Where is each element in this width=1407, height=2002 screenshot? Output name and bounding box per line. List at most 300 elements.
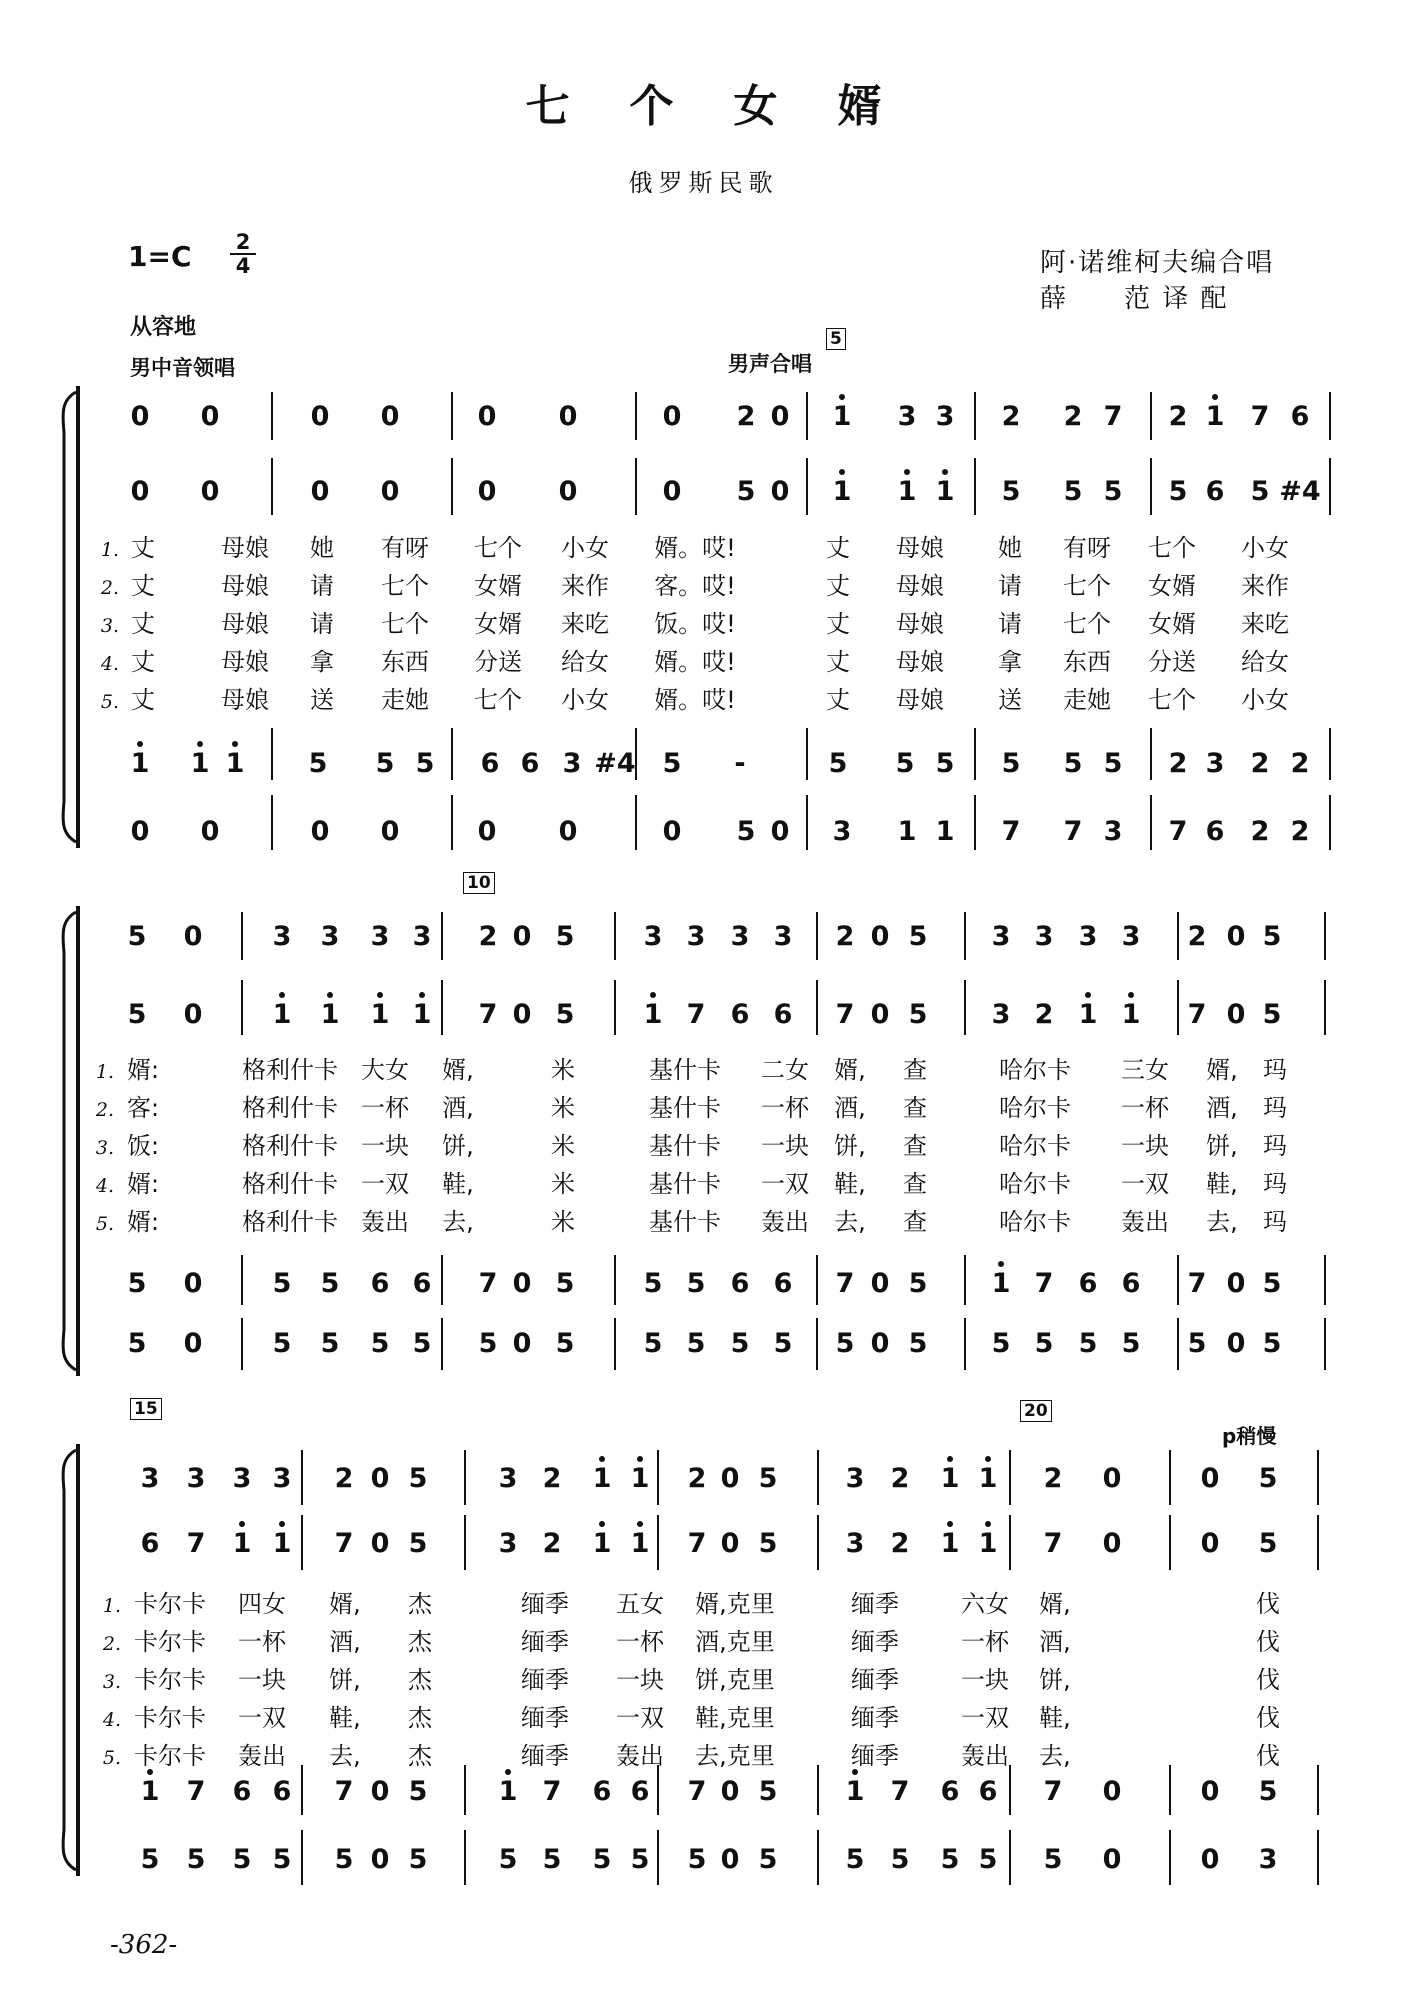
system1-row2-note: 0 xyxy=(200,476,220,507)
system1-row4-note: 2 xyxy=(1250,816,1270,847)
system1-lyric: 七个 xyxy=(1063,610,1111,638)
system1-lyric: 七个 xyxy=(381,610,429,638)
system2-row1-note: 5 xyxy=(127,921,147,952)
system1-lyric: 送 xyxy=(310,686,334,714)
system1-row2-note: 5 xyxy=(1103,476,1123,507)
system3-lyric: 杰 xyxy=(408,1704,432,1732)
system1-lyric: 给女 xyxy=(561,648,609,676)
system3-lyric: 一块 xyxy=(616,1666,664,1694)
system3-lyric: 缅季 xyxy=(851,1628,899,1656)
system1-lyric: 1. xyxy=(100,539,120,561)
system3-lyric: 去,克里 xyxy=(695,1742,775,1770)
rehearsal-mark-5: 5 xyxy=(826,328,846,350)
system2-row1-note: 2 xyxy=(835,921,855,952)
system3-row4-note: 5 xyxy=(978,1844,998,1875)
system2-lyric: 玛 xyxy=(1263,1170,1287,1198)
system3-row3-note: 0 xyxy=(1102,1776,1122,1807)
system2-lyric: 5. xyxy=(95,1213,115,1235)
system2-lyric: 米 xyxy=(551,1056,575,1084)
system1-lyric: 2. xyxy=(100,577,120,599)
system3-row3-note: 6 xyxy=(940,1776,960,1807)
system3-row3-note: 7 xyxy=(687,1776,707,1807)
system2-row3-note: 6 xyxy=(773,1268,793,1299)
system3-row1-note: 2 xyxy=(890,1463,910,1494)
system1-row2-note: 5 xyxy=(1001,476,1021,507)
system1-row1-note: 2 xyxy=(736,401,756,432)
system1-lyric: 丈 xyxy=(131,572,155,600)
system2-row3-note: 5 xyxy=(320,1268,340,1299)
system3-row1-note: 3 xyxy=(140,1463,160,1494)
system2-lyric: 酒, xyxy=(442,1094,474,1122)
system1-row3-dot xyxy=(137,741,143,747)
system1-row2-note: 0 xyxy=(662,476,682,507)
system2-lyric: 二女 xyxy=(761,1056,809,1084)
system2-lyric: 轰出 xyxy=(761,1208,809,1236)
system3-lyric: 一双 xyxy=(238,1704,286,1732)
system2-row2-note: 6 xyxy=(730,999,750,1030)
system3-row4-note: 5 xyxy=(232,1844,252,1875)
system2-row4-note: 5 xyxy=(773,1328,793,1359)
page-number: -362- xyxy=(110,1930,178,1960)
system2-lyric: 基什卡 xyxy=(649,1056,721,1084)
system3-lyric: 伐 xyxy=(1256,1742,1280,1770)
system3-row2-note: 1 xyxy=(232,1528,252,1559)
system1-lyric: 东西 xyxy=(1063,648,1111,676)
system1-lyric: 母娘 xyxy=(221,534,269,562)
system3-row3-note: 7 xyxy=(1043,1776,1063,1807)
system1-lyric: 母娘 xyxy=(221,572,269,600)
system2-lyric: 婿: xyxy=(126,1056,160,1084)
system2-lyric: 轰出 xyxy=(1121,1208,1169,1236)
system2-lyric: 一双 xyxy=(1121,1170,1169,1198)
system1-row3-note: 3 xyxy=(562,748,582,779)
system2-row2-note: 0 xyxy=(1226,999,1246,1030)
system3-lyric: 卡尔卡 xyxy=(134,1704,206,1732)
time-bottom: 4 xyxy=(235,254,251,278)
system1-row1-note: 0 xyxy=(770,401,790,432)
system3-row2-note: 7 xyxy=(186,1528,206,1559)
system1-row3-note: 1 xyxy=(190,748,210,779)
system2-lyric: 鞋, xyxy=(442,1170,474,1198)
system3-lyric: 卡尔卡 xyxy=(134,1742,206,1770)
system2-lyric: 一杯 xyxy=(361,1094,409,1122)
system2-lyric: 一双 xyxy=(761,1170,809,1198)
system3-lyric: 酒, xyxy=(1039,1628,1071,1656)
system2-row1-note: 3 xyxy=(991,921,1011,952)
system1-lyric: 来吃 xyxy=(561,610,609,638)
system3-row4-note: 5 xyxy=(408,1844,428,1875)
system2-lyric: 三女 xyxy=(1121,1056,1169,1084)
system2-row3-note: 5 xyxy=(908,1268,928,1299)
system1-row1-dot xyxy=(1212,394,1218,400)
system3-lyric: 饼, xyxy=(1039,1666,1071,1694)
system2-row1-note: 5 xyxy=(908,921,928,952)
system2-row3-note: 6 xyxy=(1078,1268,1098,1299)
system1-row3-note: 5 xyxy=(1001,748,1021,779)
system2-lyric: 基什卡 xyxy=(649,1132,721,1160)
system1-row1-note: 0 xyxy=(130,401,150,432)
system1-lyric: 丈 xyxy=(131,610,155,638)
system2-row4-note: 5 xyxy=(730,1328,750,1359)
system3-row4-note: 5 xyxy=(186,1844,206,1875)
system2-lyric: 鞋, xyxy=(1206,1170,1238,1198)
system1-lyric: 七个 xyxy=(1148,534,1196,562)
system1-row2-note: 1 xyxy=(935,476,955,507)
system1-row3-note: 5 xyxy=(1103,748,1123,779)
system3-lyric: 杰 xyxy=(408,1666,432,1694)
system3-row3-note: 1 xyxy=(498,1776,518,1807)
system2-row3-note: 5 xyxy=(643,1268,663,1299)
system2-row1-note: 0 xyxy=(870,921,890,952)
system2-row2-note: 5 xyxy=(908,999,928,1030)
system1-lyric: 女婿 xyxy=(474,610,522,638)
system2-row2-note: 0 xyxy=(870,999,890,1030)
system2-row3-note: 5 xyxy=(1262,1268,1282,1299)
system3-row1-note: 3 xyxy=(232,1463,252,1494)
system3-lyric: 饼, xyxy=(329,1666,361,1694)
system2-row2-note: 5 xyxy=(1262,999,1282,1030)
system1-row2-note: 0 xyxy=(770,476,790,507)
system1-lyric: 请 xyxy=(310,572,334,600)
system3-row3-note: 6 xyxy=(272,1776,292,1807)
system2-lyric: 哈尔卡 xyxy=(999,1056,1071,1084)
system3-row1-note: 5 xyxy=(1258,1463,1278,1494)
system1-row4-note: 7 xyxy=(1001,816,1021,847)
system3-row4-note: 0 xyxy=(720,1844,740,1875)
system2-row4-note: 5 xyxy=(1078,1328,1098,1359)
system3-lyric: 鞋, xyxy=(1039,1704,1071,1732)
system2-row4-note: 0 xyxy=(870,1328,890,1359)
system1-lyric: 饭。哎! xyxy=(654,610,736,638)
system3-row4-note: 5 xyxy=(630,1844,650,1875)
system3-row1-note: 1 xyxy=(978,1463,998,1494)
system2-lyric: 米 xyxy=(551,1094,575,1122)
system1-row3-note: 1 xyxy=(225,748,245,779)
rehearsal-mark-15: 15 xyxy=(130,1398,162,1420)
system1-lyric: 母娘 xyxy=(896,610,944,638)
system1-lyric: 走她 xyxy=(381,686,429,714)
system2-lyric: 1. xyxy=(95,1061,115,1083)
system2-lyric: 基什卡 xyxy=(649,1094,721,1122)
system3-lyric: 卡尔卡 xyxy=(134,1590,206,1618)
system1-lyric: 婿。哎! xyxy=(654,686,736,714)
system3-row3-note: 0 xyxy=(370,1776,390,1807)
system3-lyric: 酒, xyxy=(329,1628,361,1656)
system2-row3-note: 5 xyxy=(272,1268,292,1299)
system1-lyric: 七个 xyxy=(1063,572,1111,600)
system3-lyric: 2. xyxy=(102,1633,122,1655)
system2-lyric: 饼, xyxy=(442,1132,474,1160)
system2-row2-note: 2 xyxy=(1034,999,1054,1030)
system1-row3-note: 6 xyxy=(520,748,540,779)
system3-lyric: 缅季 xyxy=(521,1666,569,1694)
system2-row3-note: 0 xyxy=(870,1268,890,1299)
system1-row4-note: 0 xyxy=(380,816,400,847)
system3-row2-note: 0 xyxy=(370,1528,390,1559)
system2-row2-note: 1 xyxy=(643,999,663,1030)
system2-lyric: 4. xyxy=(95,1175,115,1197)
system2-row4-note: 0 xyxy=(512,1328,532,1359)
system3-brace xyxy=(63,1450,76,1870)
system1-lyric: 她 xyxy=(310,534,334,562)
system3-row1-note: 1 xyxy=(630,1463,650,1494)
system1-row2-dot xyxy=(839,469,845,475)
system2-row2-note: 1 xyxy=(320,999,340,1030)
system2-row1-note: 0 xyxy=(1226,921,1246,952)
system3-row2-note: 1 xyxy=(940,1528,960,1559)
system2-lyric: 查 xyxy=(903,1208,927,1236)
system3-row1-note: 0 xyxy=(370,1463,390,1494)
system2-row1-note: 2 xyxy=(478,921,498,952)
system2-lyric: 查 xyxy=(903,1132,927,1160)
rehearsal-mark-10: 10 xyxy=(463,872,495,894)
system1-lyric: 婿。哎! xyxy=(654,648,736,676)
system2-lyric: 酒, xyxy=(834,1094,866,1122)
system2-lyric: 婿: xyxy=(126,1170,160,1198)
system3-row1-note: 0 xyxy=(720,1463,740,1494)
system3-lyric: 饼,克里 xyxy=(695,1666,775,1694)
system1-lyric: 丈 xyxy=(826,534,850,562)
system3-row2-note: 1 xyxy=(978,1528,998,1559)
system1-lyric: 女婿 xyxy=(1148,610,1196,638)
system3-row3-note: 5 xyxy=(1258,1776,1278,1807)
translator-credit: 薛 范 译 配 xyxy=(1040,284,1229,314)
system1-lyric: 走她 xyxy=(1063,686,1111,714)
system1-lyric: 丈 xyxy=(826,648,850,676)
system1-row1-note: 0 xyxy=(310,401,330,432)
system3-lyric: 一双 xyxy=(961,1704,1009,1732)
system2-row4-note: 5 xyxy=(686,1328,706,1359)
system1-row4-note: 0 xyxy=(310,816,330,847)
system2-lyric: 一杯 xyxy=(1121,1094,1169,1122)
system2-lyric: 婿, xyxy=(1206,1056,1238,1084)
system2-row1-note: 3 xyxy=(773,921,793,952)
system1-lyric: 拿 xyxy=(998,648,1022,676)
system2-row2-note: 0 xyxy=(512,999,532,1030)
system2-row4-note: 5 xyxy=(1121,1328,1141,1359)
system3-lyric: 缅季 xyxy=(851,1666,899,1694)
system3-row2-note: 0 xyxy=(1200,1528,1220,1559)
system2-row3-note: 6 xyxy=(1121,1268,1141,1299)
system1-row4-note: 1 xyxy=(897,816,917,847)
system3-lyric: 伐 xyxy=(1256,1704,1280,1732)
system1-row2-note: 6 xyxy=(1205,476,1225,507)
system1-row2-note: 1 xyxy=(897,476,917,507)
system3-lyric: 缅季 xyxy=(851,1590,899,1618)
system3-row2-note: 3 xyxy=(845,1528,865,1559)
system2-lyric: 饭: xyxy=(126,1132,160,1160)
system2-row2-note: 1 xyxy=(1078,999,1098,1030)
system3-row1-note: 1 xyxy=(592,1463,612,1494)
system3-lyric: 去, xyxy=(329,1742,361,1770)
system3-lyric: 一双 xyxy=(616,1704,664,1732)
system3-row1-note: 0 xyxy=(1102,1463,1122,1494)
system1-row2-note: #4 xyxy=(1279,476,1321,507)
system2-row1-note: 3 xyxy=(686,921,706,952)
system3-row4-note: 0 xyxy=(1102,1844,1122,1875)
system3-row3-note: 6 xyxy=(592,1776,612,1807)
tempo-marking: 从容地 xyxy=(130,315,197,340)
system2-row1-note: 3 xyxy=(370,921,390,952)
system1-row3-note: 5 xyxy=(375,748,395,779)
system1-row1-note: 0 xyxy=(380,401,400,432)
system2-lyric: 一杯 xyxy=(761,1094,809,1122)
system1-lyric: 她 xyxy=(998,534,1022,562)
system3-row4-note: 3 xyxy=(1258,1844,1278,1875)
system2-row1-note: 3 xyxy=(320,921,340,952)
system3-row4-note: 5 xyxy=(592,1844,612,1875)
system3-lyric: 四女 xyxy=(238,1590,286,1618)
system2-lyric: 米 xyxy=(551,1132,575,1160)
system2-row2-dot xyxy=(419,992,425,998)
system2-lyric: 玛 xyxy=(1263,1056,1287,1084)
system3-row3-dot xyxy=(505,1769,511,1775)
system3-row1-dot xyxy=(947,1456,953,1462)
system1-lyric: 请 xyxy=(998,572,1022,600)
system3-row1-note: 2 xyxy=(334,1463,354,1494)
system1-row2-note: 1 xyxy=(832,476,852,507)
system3-row1-note: 3 xyxy=(498,1463,518,1494)
system2-lyric: 一块 xyxy=(761,1132,809,1160)
system1-row4-note: 7 xyxy=(1063,816,1083,847)
system2-row1-note: 2 xyxy=(1187,921,1207,952)
system2-lyric: 哈尔卡 xyxy=(999,1132,1071,1160)
system1-lyric: 小女 xyxy=(1241,534,1289,562)
system2-lyric: 饼, xyxy=(834,1132,866,1160)
system3-row2-dot xyxy=(637,1521,643,1527)
system1-lyric: 母娘 xyxy=(221,686,269,714)
system1-row3-note: 5 xyxy=(415,748,435,779)
system1-row3-note: 5 xyxy=(1063,748,1083,779)
lead-voice-label: 男中音领唱 xyxy=(130,356,235,380)
chorus-label: 男声合唱 xyxy=(728,352,812,376)
system3-lyric: 酒,克里 xyxy=(695,1628,775,1656)
system1-lyric: 3. xyxy=(100,615,120,637)
system1-row4-note: 2 xyxy=(1290,816,1310,847)
system3-lyric: 缅季 xyxy=(521,1628,569,1656)
system1-lyric: 七个 xyxy=(1148,686,1196,714)
system2-row2-note: 1 xyxy=(272,999,292,1030)
system3-lyric: 卡尔卡 xyxy=(134,1666,206,1694)
system3-row3-note: 6 xyxy=(978,1776,998,1807)
system3-row3-note: 7 xyxy=(890,1776,910,1807)
system1-lyric: 丈 xyxy=(826,572,850,600)
system3-lyric: 缅季 xyxy=(851,1704,899,1732)
system3-row2-note: 7 xyxy=(334,1528,354,1559)
system1-lyric: 客。哎! xyxy=(654,572,736,600)
system3-row3-note: 5 xyxy=(758,1776,778,1807)
system1-lyric: 母娘 xyxy=(896,572,944,600)
system2-row1-note: 3 xyxy=(730,921,750,952)
system2-lyric: 一双 xyxy=(361,1170,409,1198)
system1-lyric: 给女 xyxy=(1241,648,1289,676)
system1-row3-note: 5 xyxy=(935,748,955,779)
system3-row3-note: 1 xyxy=(845,1776,865,1807)
system3-row2-note: 5 xyxy=(758,1528,778,1559)
system3-row3-note: 6 xyxy=(630,1776,650,1807)
system2-row1-note: 3 xyxy=(1078,921,1098,952)
system3-row3-note: 5 xyxy=(408,1776,428,1807)
system2-row4-note: 5 xyxy=(370,1328,390,1359)
system1-row3-note: 1 xyxy=(130,748,150,779)
system1-row3-note: 2 xyxy=(1290,748,1310,779)
system1-row4-note: 5 xyxy=(736,816,756,847)
system3-row1-note: 2 xyxy=(687,1463,707,1494)
system2-lyric: 一块 xyxy=(1121,1132,1169,1160)
system2-row3-note: 5 xyxy=(127,1268,147,1299)
system2-row3-note: 7 xyxy=(1034,1268,1054,1299)
system1-lyric: 女婿 xyxy=(474,572,522,600)
system2-row2-note: 1 xyxy=(412,999,432,1030)
system2-lyric: 2. xyxy=(95,1099,115,1121)
system2-row3-note: 6 xyxy=(730,1268,750,1299)
system2-brace xyxy=(63,912,76,1370)
system1-lyric: 丈 xyxy=(131,686,155,714)
system3-row1-note: 3 xyxy=(186,1463,206,1494)
system3-lyric: 缅季 xyxy=(851,1742,899,1770)
system3-lyric: 一杯 xyxy=(616,1628,664,1656)
system1-lyric: 母娘 xyxy=(896,686,944,714)
system3-row2-note: 5 xyxy=(408,1528,428,1559)
system3-row1-note: 5 xyxy=(758,1463,778,1494)
system1-lyric: 小女 xyxy=(561,534,609,562)
system1-lyric: 小女 xyxy=(561,686,609,714)
system2-lyric: 格利什卡 xyxy=(242,1094,338,1122)
system3-row2-note: 5 xyxy=(1258,1528,1278,1559)
system2-row4-note: 5 xyxy=(643,1328,663,1359)
system3-row3-note: 7 xyxy=(334,1776,354,1807)
system3-row1-dot xyxy=(985,1456,991,1462)
system2-lyric: 哈尔卡 xyxy=(999,1170,1071,1198)
system3-lyric: 一杯 xyxy=(961,1628,1009,1656)
system1-lyric: 丈 xyxy=(131,534,155,562)
system1-lyric: 母娘 xyxy=(221,610,269,638)
system1-row1-note: 3 xyxy=(935,401,955,432)
system3-row1-note: 5 xyxy=(408,1463,428,1494)
system3-row3-note: 7 xyxy=(186,1776,206,1807)
system3-row3-note: 7 xyxy=(542,1776,562,1807)
system2-row2-dot xyxy=(327,992,333,998)
system2-row4-note: 5 xyxy=(412,1328,432,1359)
system2-lyric: 玛 xyxy=(1263,1094,1287,1122)
system1-row3-note: 5 xyxy=(662,748,682,779)
system2-row3-note: 6 xyxy=(370,1268,390,1299)
system1-lyric: 母娘 xyxy=(896,534,944,562)
system1-lyric: 拿 xyxy=(310,648,334,676)
system2-row1-note: 3 xyxy=(1034,921,1054,952)
system1-row1-note: 7 xyxy=(1250,401,1270,432)
system2-lyric: 一块 xyxy=(361,1132,409,1160)
system2-row1-note: 3 xyxy=(272,921,292,952)
system2-row2-dot xyxy=(650,992,656,998)
song-subtitle: 俄罗斯民歌 xyxy=(628,169,779,197)
system3-row2-dot xyxy=(985,1521,991,1527)
system3-row2-dot xyxy=(947,1521,953,1527)
system3-row4-note: 5 xyxy=(542,1844,562,1875)
system3-lyric: 婿, xyxy=(1039,1590,1071,1618)
system2-lyric: 饼, xyxy=(1206,1132,1238,1160)
system2-row2-dot xyxy=(1085,992,1091,998)
system1-row4-note: 0 xyxy=(770,816,790,847)
system1-row1-note: 0 xyxy=(200,401,220,432)
arranger-credit: 阿·诺维柯夫编合唱 xyxy=(1040,248,1275,278)
system2-row2-note: 1 xyxy=(370,999,390,1030)
system1-row2-note: 5 xyxy=(1168,476,1188,507)
system2-row4-note: 5 xyxy=(320,1328,340,1359)
system3-row4-note: 5 xyxy=(845,1844,865,1875)
system1-row1-note: 2 xyxy=(1001,401,1021,432)
system3-row4-note: 5 xyxy=(334,1844,354,1875)
